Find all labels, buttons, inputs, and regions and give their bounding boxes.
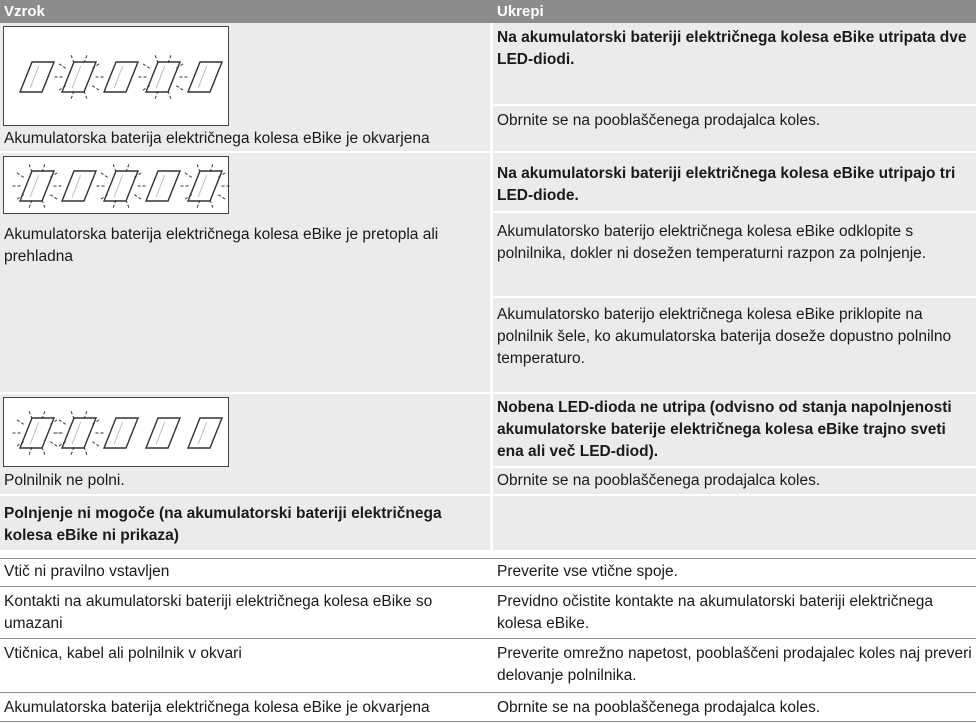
bottom-divider	[0, 721, 976, 722]
led-segment	[146, 62, 180, 92]
blink-ray	[58, 420, 65, 425]
blink-ray	[218, 195, 225, 200]
header-cause: Vzrok	[4, 3, 45, 20]
led-indicator-two-blinking	[3, 26, 229, 126]
row8-remedy: Obrnite se na pooblaščenega prodajalca koles.	[497, 699, 821, 716]
row1-remedy-text: Obrnite se na pooblaščenega prodajalca koles.	[497, 112, 821, 129]
row5-remedy: Preverite vse vtične spoje.	[497, 563, 678, 580]
row3-remedy-title: Nobena LED-dioda ne utripa (odvisno od stanja napolnjenosti akumulatorske baterije električnega kolesa eBike trajno sveti ena ali več LED-diod).	[497, 399, 952, 460]
blink-ray	[84, 447, 87, 455]
led-indicator-none-blinking	[3, 397, 229, 467]
led-indicator-three-blinking	[3, 156, 229, 214]
blink-ray	[58, 64, 65, 69]
blink-ray	[50, 195, 57, 200]
row3-cause: Polnilnik ne polni.	[4, 472, 125, 489]
row6-divider	[0, 586, 976, 587]
blink-ray	[42, 447, 45, 455]
blink-ray	[42, 200, 45, 208]
blink-ray	[210, 200, 213, 208]
row6-cause: Kontakti na akumulatorski bateriji električnega kolesa eBike so umazani	[4, 593, 433, 632]
blink-ray	[100, 173, 107, 178]
blink-ray	[71, 411, 74, 419]
blink-ray	[142, 64, 149, 69]
blink-ray	[29, 164, 32, 172]
blink-ray	[168, 91, 171, 99]
row3-remedy-text: Obrnite se na pooblaščenega prodajalca koles.	[497, 472, 821, 489]
blink-ray	[134, 195, 141, 200]
row7-divider	[0, 638, 976, 639]
row2-remedy-title: Na akumulatorski bateriji električnega kolesa eBike utripajo tri LED-diode.	[497, 165, 956, 204]
blink-ray	[50, 442, 57, 447]
led-segment	[146, 418, 180, 448]
led-segment	[188, 62, 222, 92]
blink-ray	[184, 173, 191, 178]
row7-cause: Vtičnica, kabel ali polnilnik v okvari	[4, 645, 242, 662]
blink-ray	[84, 91, 87, 99]
led-segment	[20, 418, 54, 448]
section-empty-cell	[493, 496, 976, 550]
row8-cause: Akumulatorska baterija električnega kolesa eBike je okvarjena	[4, 699, 430, 716]
row5-cause: Vtič ni pravilno vstavljen	[4, 563, 170, 580]
led-segment	[62, 418, 96, 448]
led-segment	[62, 171, 96, 201]
row1-remedy-title: Na akumulatorski bateriji električnega kolesa eBike utripata dve LED-diodi.	[497, 29, 967, 68]
row2-remedy-text2: Akumulatorsko baterijo električnega kolesa eBike priklopite na polnilnik šele, ko akumulatorska baterija doseže dopustno polnilno temperaturo.	[497, 306, 952, 367]
led-segment	[188, 418, 222, 448]
blink-ray	[176, 86, 183, 91]
row6-remedy: Previdno očistite kontakte na akumulatorski bateriji električnega kolesa eBike.	[497, 593, 933, 632]
blink-ray	[71, 55, 74, 63]
led-segment	[146, 171, 180, 201]
row7-remedy: Preverite omrežno napetost, pooblaščeni prodajalec koles naj preveri delovanje polnilnika.	[497, 645, 972, 684]
blink-ray	[16, 173, 23, 178]
row5-divider	[0, 558, 976, 559]
blink-ray	[92, 442, 99, 447]
blink-ray	[155, 55, 158, 63]
section-heading: Polnjenje ni mogoče (na akumulatorski bateriji električnega kolesa eBike ni prikaza)	[4, 505, 442, 544]
blink-ray	[126, 200, 129, 208]
led-segment	[20, 171, 54, 201]
blink-ray	[16, 420, 23, 425]
row8-divider	[0, 692, 976, 693]
led-segment	[104, 62, 138, 92]
led-segment	[62, 62, 96, 92]
row2-remedy-text1: Akumulatorsko baterijo električnega kolesa eBike odklopite s polnilnika, dokler ni dosežen temperaturni razpon za polnjenje.	[497, 223, 927, 262]
header-remedy: Ukrepi	[497, 3, 544, 20]
table-header	[0, 0, 976, 23]
led-segment	[188, 171, 222, 201]
led-segment	[20, 62, 54, 92]
led-segment	[104, 418, 138, 448]
row2-cause: Akumulatorska baterija električnega kolesa eBike je pretopla ali prehladna	[4, 226, 439, 265]
blink-ray	[113, 164, 116, 172]
led-segment	[104, 171, 138, 201]
blink-ray	[29, 411, 32, 419]
blink-ray	[92, 86, 99, 91]
blink-ray	[197, 164, 200, 172]
row1-cause: Akumulatorska baterija električnega kolesa eBike je okvarjena	[4, 130, 430, 147]
